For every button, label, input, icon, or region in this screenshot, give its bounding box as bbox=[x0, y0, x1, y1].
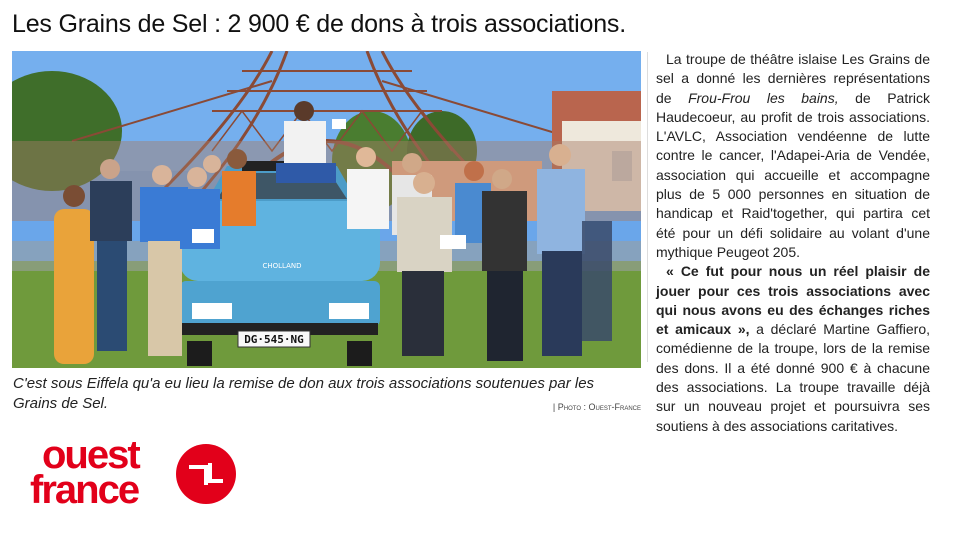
photo-credit: | Photo : Ouest-France bbox=[552, 402, 641, 412]
car-sticker: CHOLLAND bbox=[262, 262, 302, 270]
group-photo-illustration bbox=[12, 51, 641, 368]
article-paragraph-1 bbox=[656, 50, 930, 262]
logo-word-ouest: ouest bbox=[42, 433, 139, 477]
article-quote: « Ce fut pour nous un réel plaisir de jouer pour ces trois associations avec qui nous avons eu des échanges riches et amicaux », bbox=[656, 263, 930, 338]
article-p2-rest: a déclaré Martine Gaffiero, comédienne de la troupe, lors de la remise des dons. Il a été donné 900 € à chacune des associations. La troupe travaille déjà sur un nouveau projet et poursuivra ses soutiens à des associations caritatives. bbox=[656, 321, 930, 434]
article-paragraph-2 bbox=[656, 262, 930, 436]
article-p1-rest: de Patrick Haudecoeur, au profit de trois associations. L'AVLC, Association vendéenne de lutte contre le cancer, l'Adapei-Aria de Vendée, association qui accueille et accompagne plus de 5 000 personnes en situation de handicap et Raid'together, qui partira cet été pour un défi solidaire au volant d'une mythique Peugeot 205. bbox=[656, 89, 930, 260]
ouest-france-logo-mark-icon bbox=[175, 443, 237, 505]
column-divider bbox=[647, 52, 648, 362]
play-title: Frou-Frou les bains, bbox=[688, 89, 839, 106]
article-body bbox=[656, 50, 930, 436]
ouest-france-logo bbox=[30, 433, 245, 512]
license-plate: DG·545·NG bbox=[244, 333, 304, 346]
logo-word-france: france bbox=[30, 468, 139, 512]
article-p1-intro: La troupe de théâtre islaise Les Grains de sel a donné les dernières représentations de bbox=[656, 51, 930, 106]
photo-caption: C'est sous Eiffela qu'a eu lieu la remise de don aux trois associations soutenues par les Grains de Sel. bbox=[13, 375, 595, 412]
headline: Les Grains de Sel : 2 900 € de dons à trois associations. bbox=[12, 10, 626, 38]
article-photo bbox=[12, 51, 641, 368]
